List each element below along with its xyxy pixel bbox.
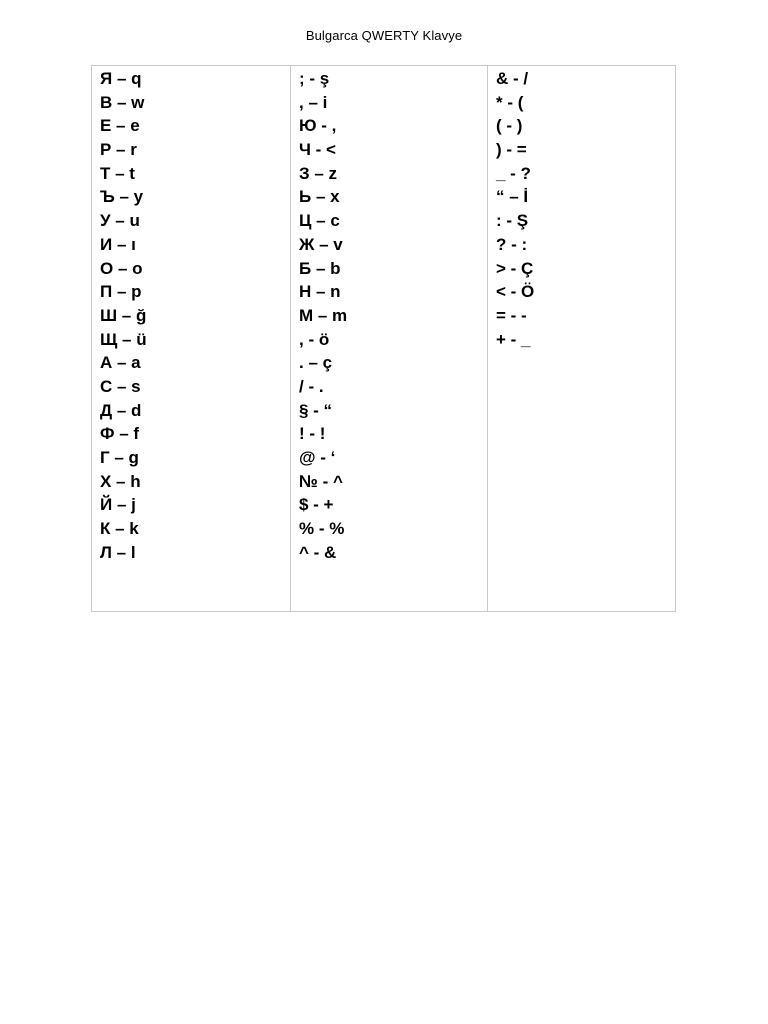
mapping-row: А – a [100, 353, 141, 373]
mapping-row: Ц – c [299, 211, 340, 231]
mapping-row: ; - ş [299, 69, 330, 88]
mapping-row: Л – l [100, 542, 136, 562]
mapping-row: Ъ – y [100, 187, 144, 207]
mapping-row: Г – g [100, 448, 139, 467]
mapping-row: М – m [299, 305, 348, 325]
mapping-row: . – ç [299, 353, 333, 373]
mapping-row: ) - = [496, 140, 527, 160]
mapping-row: Ь – x [299, 187, 340, 207]
mapping-row: Ж – v [299, 234, 343, 254]
mapping-row: И – ı [100, 234, 136, 254]
mapping-row: $ - + [299, 495, 334, 515]
mapping-row: К – k [100, 519, 139, 539]
mapping-row: Ю - , [299, 116, 337, 136]
page-title: Bulgarca QWERTY Klavye [305, 28, 463, 43]
mapping-row: ! - ! [299, 424, 326, 444]
mapping-row: С – s [100, 376, 141, 396]
mapping-row: % - % [299, 519, 345, 539]
mapping-row: № - ^ [299, 471, 343, 491]
mapping-column-2 [290, 66, 487, 611]
mapping-row: Ч - < [299, 140, 336, 160]
mapping-row: В – w [100, 92, 145, 112]
mapping-row: _ - ? [496, 163, 531, 183]
mapping-row: & - / [496, 69, 529, 88]
mapping-row: П – p [100, 282, 142, 302]
mapping-row: ^ - & [299, 542, 337, 562]
mapping-row: § - “ [299, 400, 333, 420]
mapping-row: : - Ş [496, 211, 529, 231]
mapping-row: Б – b [299, 258, 341, 278]
mapping-row: * - ( [496, 92, 524, 112]
mapping-row: ( - ) [496, 116, 523, 136]
mapping-row: Ф – f [100, 424, 140, 444]
mapping-row: Ш – ğ [100, 305, 147, 325]
mapping-row: Я – q [100, 69, 142, 88]
mapping-row: @ - ‘ [299, 448, 336, 467]
mapping-row: = - - [496, 305, 527, 325]
mapping-row: Д – d [100, 400, 142, 420]
mapping-row: ? - : [496, 234, 528, 254]
mapping-row: , - ö [299, 329, 330, 349]
mapping-row: Е – e [100, 116, 140, 136]
mapping-row: / - . [299, 376, 324, 396]
mapping-row: У – u [100, 211, 140, 231]
mapping-row: < - Ö [496, 282, 535, 302]
mapping-row: “ – İ [496, 187, 529, 207]
mapping-row: Й – j [100, 495, 136, 515]
mapping-row: Р – r [100, 140, 137, 160]
mapping-row: Х – h [100, 471, 141, 491]
mapping-column-1 [92, 66, 290, 611]
mapping-column-3 [487, 66, 675, 611]
mapping-row: Т – t [100, 163, 135, 183]
mapping-row: , – i [299, 92, 328, 112]
mapping-row: > - Ç [496, 258, 534, 278]
mapping-row: Щ – ü [100, 329, 147, 349]
keyboard-mapping-table [91, 65, 676, 612]
mapping-row: О – o [100, 258, 143, 278]
mapping-row: + - _ [496, 329, 531, 349]
mapping-row: З – z [299, 163, 338, 183]
mapping-row: Н – n [299, 282, 341, 302]
